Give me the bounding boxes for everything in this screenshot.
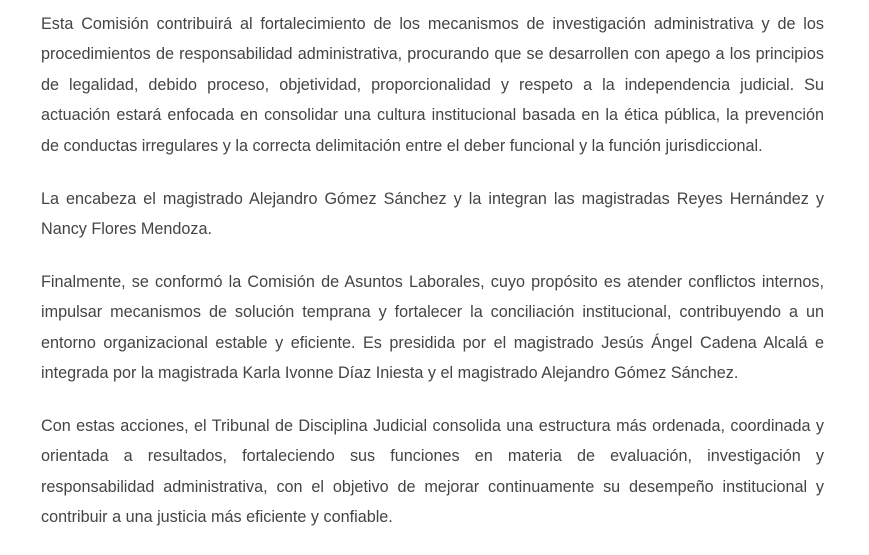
paragraph-comision-investigacion: Esta Comisión contribuirá al fortalecimiento de los mecanismos de investigación administrativa y de los procedimientos de responsabilidad administrativa, procurando que se desarrollen con apego a los principios de legalidad, debido proceso, objetividad, proporcionalidad y respeto a la independencia judicial. Su actuación estará enfocada en consolidar una cultura institucional basada en la ética pública, la prevención de conductas irregulares y la correcta delimitación entre el deber funcional y la función jurisdiccional. bbox=[41, 15, 824, 155]
article-body bbox=[41, 9, 824, 533]
paragraph-integrantes: La encabeza el magistrado Alejandro Gómez Sánchez y la integran las magistradas Reyes Hernández y Nancy Flores Mendoza. bbox=[41, 189, 824, 238]
paragraph-comision-laborales: Finalmente, se conformó la Comisión de Asuntos Laborales, cuyo propósito es atender conflictos internos, impulsar mecanismos de solución temprana y fortalecer la conciliación institucional, contribuyendo a un entorno organizacional estable y eficiente. Es presidida por el magistrado Jesús Ángel Cadena Alcalá e integrada por la magistrada Karla Ivonne Díaz Iniesta y el magistrado Alejandro Gómez Sánchez. bbox=[41, 272, 824, 383]
paragraph-conclusion: Con estas acciones, el Tribunal de Disciplina Judicial consolida una estructura más ordenada, coordinada y orientada a resultados, fortaleciendo sus funciones en materia de evaluación, investigación y responsabilidad administrativa, con el objetivo de mejorar continuamente su desempeño institucional y contribuir a una justicia más eficiente y confiable. bbox=[41, 416, 824, 527]
